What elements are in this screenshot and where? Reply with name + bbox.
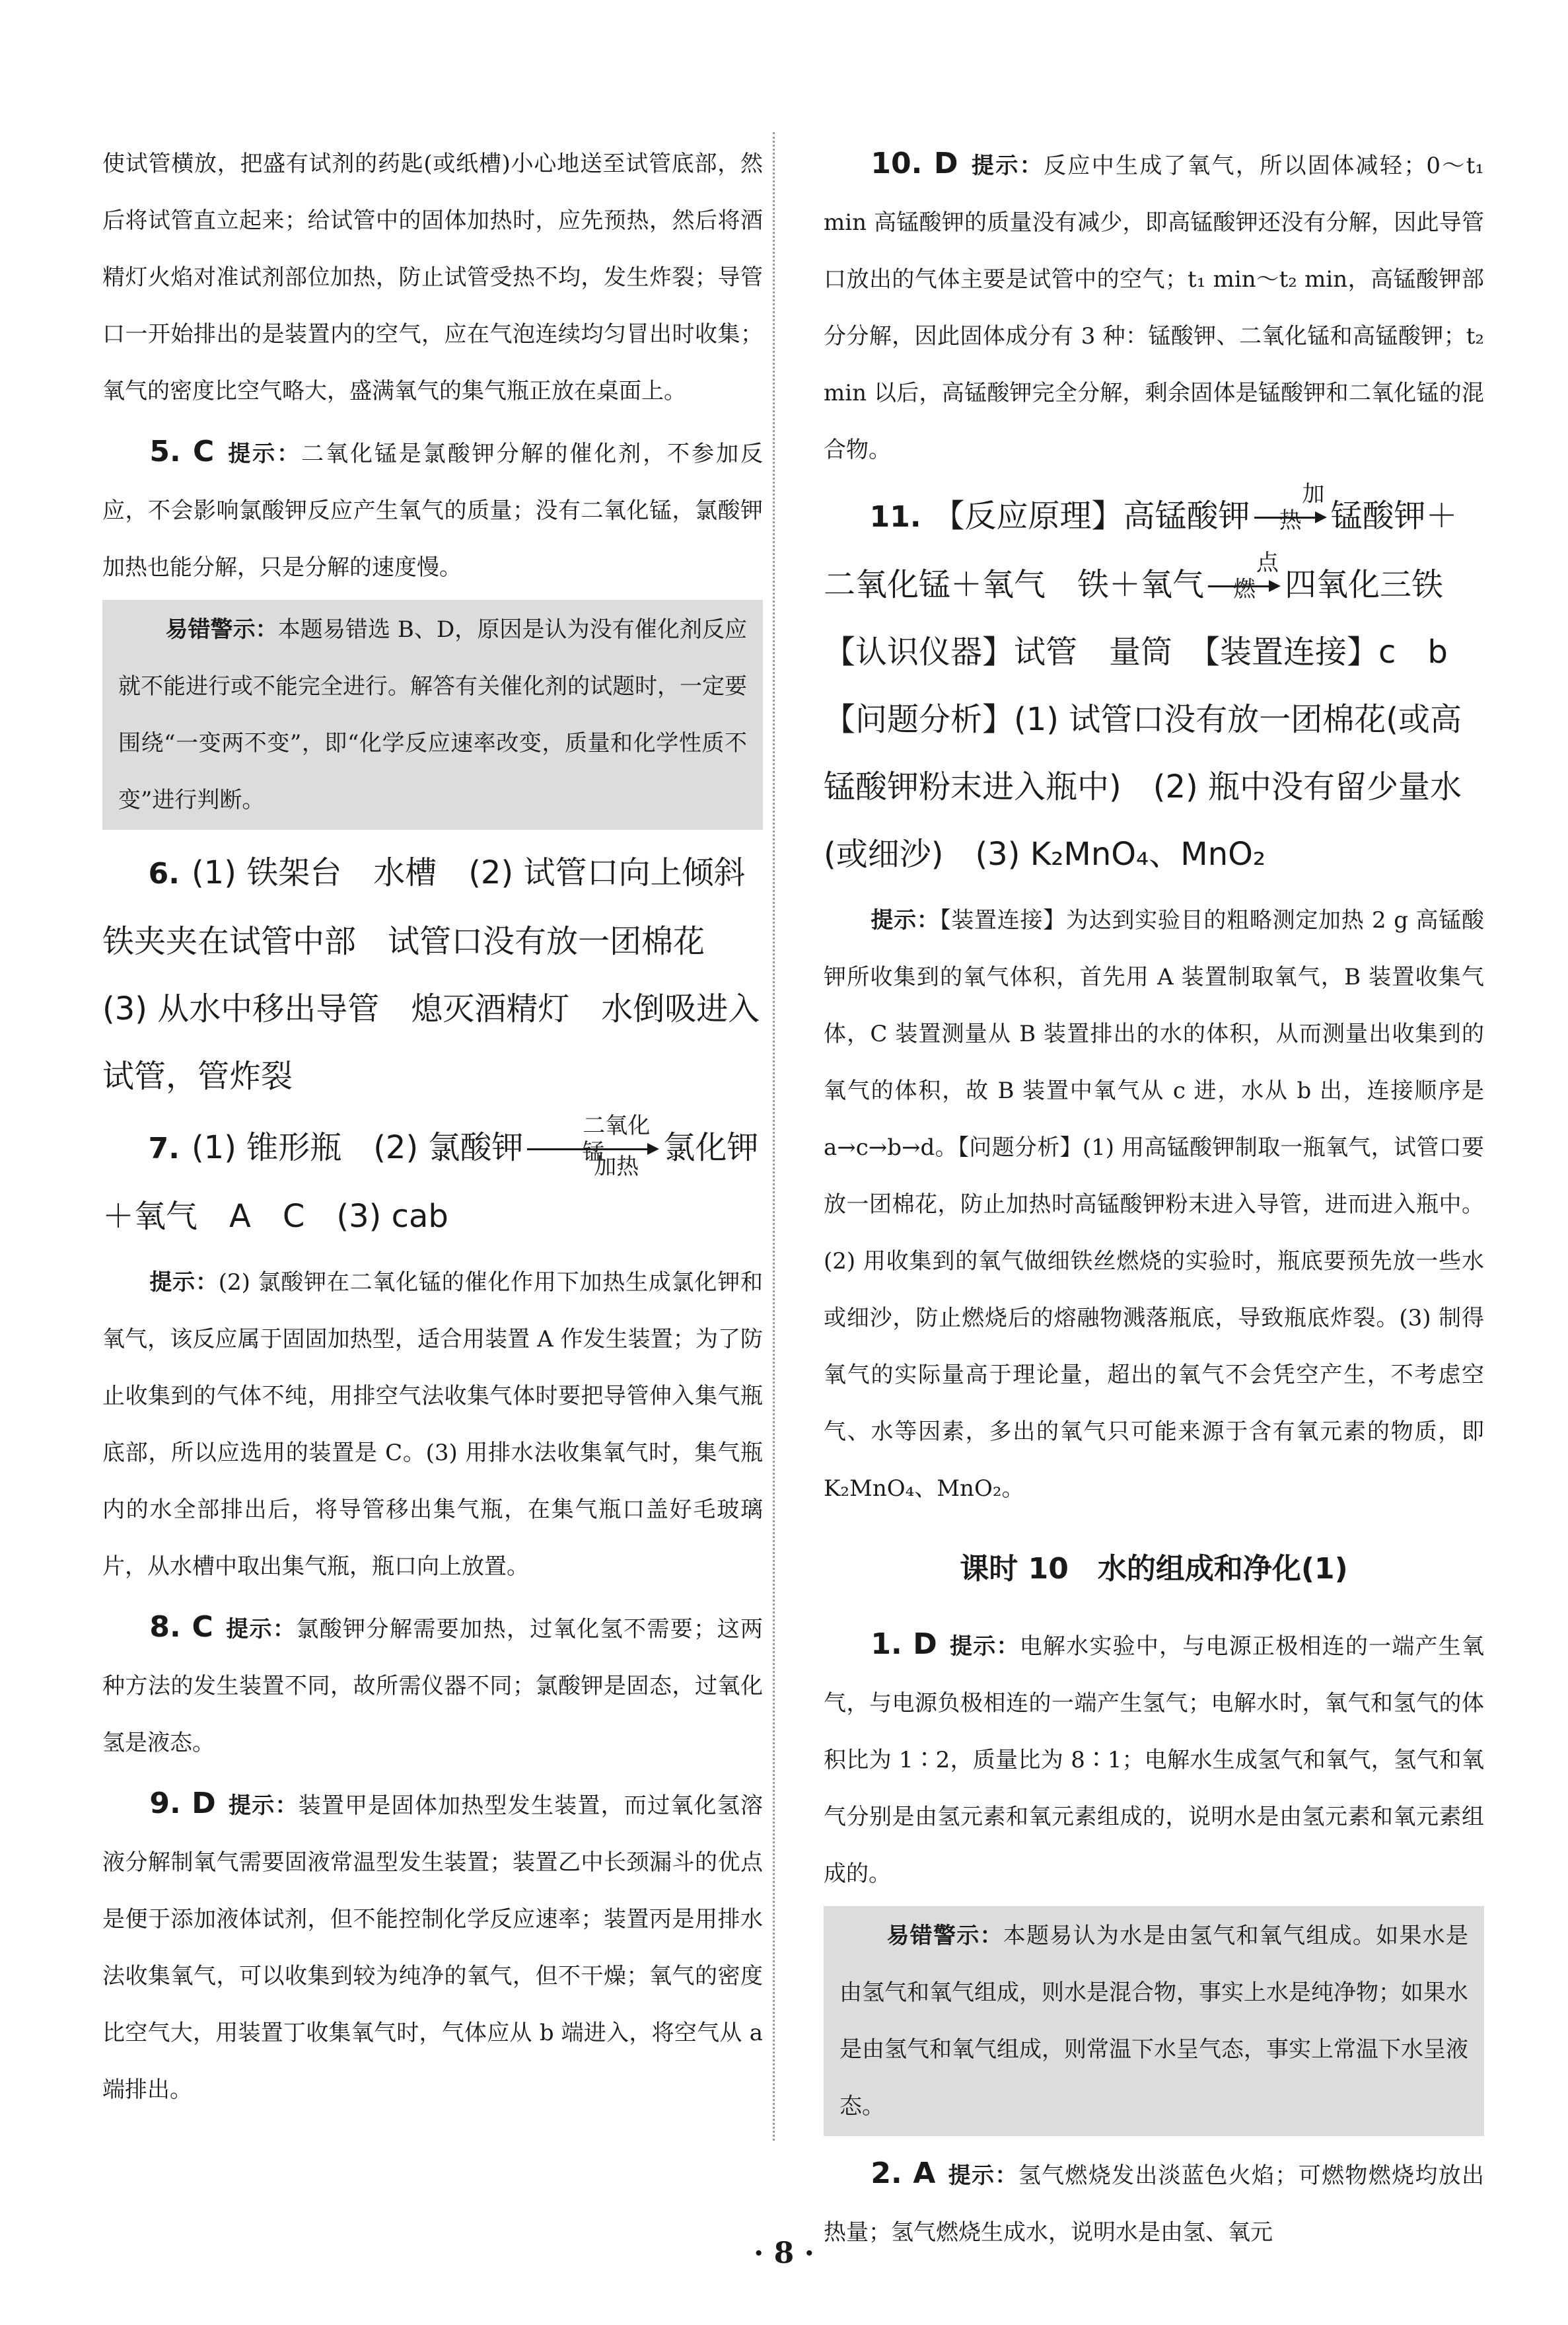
- continued-paragraph: 使试管横放，把盛有试剂的药匙(或纸槽)小心地送至试管底部，然后将试管直立起来；给试管中的固体加热时，应先预热，然后将酒精灯火焰对准试剂部位加热，防止试管受热不均，发生炸裂；导管口一开始排出的是装置内的空气，应在气泡连续均匀冒出时收集；氧气的密度比空气略大，盛满氧气的集气瓶正放在桌面上。: [102, 151, 763, 404]
- warning-text: 本题易认为水是由氢气和氧气组成。如果水是由氢气和氧气组成，则水是混合物，事实上水是纯净物；如果水是由氢气和氧气组成，则常温下水呈气态，事实上常温下水呈液态。: [839, 1923, 1469, 2120]
- answer-10-number: 10. D: [871, 147, 958, 180]
- reaction-arrow: [1254, 481, 1327, 538]
- answer-6-text: (1) 铁架台 水槽 (2) 试管口向上倾斜 铁夹夹在试管中部 试管口没有放一团棉花 (3) 从水中移出导管 熄灭酒精灯 水倒吸进入试管，管炸裂: [102, 854, 777, 1095]
- arrow-icon: [1269, 580, 1281, 592]
- warning-label: 易错警示：: [165, 616, 278, 643]
- hint-label: 提示：: [226, 441, 302, 467]
- hint-label: 提示：: [947, 2162, 1018, 2189]
- answer-7-number: 7.: [148, 1132, 180, 1165]
- reaction-arrow: [1208, 550, 1281, 607]
- column-divider: [773, 132, 775, 2141]
- hint-label: 提示：: [149, 1269, 219, 1296]
- answer-10: 10. D 提示：反应中生成了氧气，所以固体减轻；0～t₁ min 高锰酸钾的质量没有减少，即高锰酸钾还没有分解，因此导管口放出的气体主要是试管中的空气；t₁ min～t₂ min，高锰酸钾部分分解，因此固体成分有 3 种：锰酸钾、二氧化锰和高锰酸钾；t₂ min 以后，高锰酸钾完全分解，剩余固体是锰酸钾和二氧化锰的混合物。: [824, 147, 1484, 463]
- answer-7: [102, 1114, 763, 1250]
- answer-7-hint: 提示：(2) 氯酸钾在二氧化锰的催化作用下加热生成氯化钾和氧气，该反应属于固固加热型，适合用装置 A 作发生装置；为了防止收集到的气体不纯，用排空气法收集气体时要把导管伸入集气瓶底部，所以应选用的装置是 C。(3) 用排水法收集氧气时，集气瓶内的水全部排出后，将导管移出集气瓶，在集气瓶口盖好毛玻璃片，从水槽中取出集气瓶，瓶口向上放置。: [102, 1269, 764, 1580]
- arrow-icon: [1315, 511, 1327, 523]
- right-column: [824, 135, 1484, 2265]
- answer-5-hint: 二氧化锰是氯酸钾分解的催化剂，不参加反应，不会影响氯酸钾反应产生氧气的质量；没有二氧化锰，氯酸钾加热也能分解，只是分解的速度慢。: [102, 441, 764, 581]
- answer-7-post: 氯化钾＋氧气 A C (3) cab: [102, 1129, 759, 1235]
- answer-7-pre: (1) 锥形瓶 (2) 氯酸钾: [191, 1129, 524, 1166]
- answer-6: [102, 839, 777, 1110]
- lesson-answer-2-number: 2. A: [871, 2157, 936, 2190]
- answer-9: 9. D 提示：装置甲是固体加热型发生装置，而过氧化氢溶液分解制氧气需要固液常温型发生装置；装置乙中长颈漏斗的优点是便于添加液体试剂，但不能控制化学反应速率；装置丙是用排水法收集氧气，可以收集到较为纯净的氧气，但不干燥；氧气的密度比空气大，用装置丁收集氧气时，气体应从 b 端进入，将空气从 a 端排出。: [102, 1787, 764, 2103]
- answer-5: [102, 424, 763, 596]
- hint-label: 提示：: [871, 907, 940, 934]
- answer-8: 8. C 提示：氯酸钾分解需要加热，过氧化氢不需要；这两种方法的发生装置不同，故所需仪器不同；氯酸钾是固态，过氧化氢是液态。: [102, 1610, 763, 1756]
- answer-8-number: 8. C: [149, 1610, 213, 1644]
- lesson-answer-1-number: 1. D: [871, 1627, 937, 1661]
- reaction-condition-heat: 加热: [1279, 481, 1325, 534]
- hint-label: 提示：: [225, 1616, 297, 1642]
- answer-11: 11. 【反应原理】高锰酸钾 加热 锰酸钾＋二氧化锰＋氧气 铁＋氧气 点燃 四氧化三铁 【认识仪器】试管 量筒 【装置连接】c b 【问题分析】(1) 试管口没有放一团棉花(或高锰酸钾粉末进入瓶中) (2) 瓶中没有留少量水(或细沙) (3) K₂MnO₄、MnO₂: [824, 481, 1479, 873]
- warning-label: 易错警示：: [886, 1923, 1003, 1949]
- answer-5-number: 5. C: [149, 435, 215, 468]
- hint-label: 提示：: [970, 153, 1044, 179]
- answer-11-number: 11.: [869, 500, 921, 534]
- reaction-condition-heat: 加热: [594, 1154, 639, 1180]
- error-warning-box: [102, 600, 763, 830]
- hint-label: 提示：: [227, 1792, 299, 1819]
- reaction-condition-catalyst: 二氧化锰: [582, 1113, 651, 1165]
- answer-6-number: 6.: [148, 857, 180, 891]
- left-column: [102, 135, 777, 2122]
- answer-9-number: 9. D: [149, 1787, 216, 1820]
- hint-label: 提示：: [948, 1633, 1020, 1660]
- lesson-title: 课时 10 水的组成和净化(1): [960, 1552, 1348, 1586]
- warning-text: 本题易错选 B、D，原因是认为没有催化剂反应就不能进行或不能完全进行。解答有关催化剂的试题时，一定要围绕“一变两不变”，即“化学反应速率改变，质量和化学性质不变”进行判断。: [118, 616, 748, 813]
- lesson-answer-1: 1. D 提示：电解水实验中，与电源正极相连的一端产生氧气，与电源负极相连的一端产生氢气；电解水时，氧气和氢气的体积比为 1∶2，质量比为 8∶1；电解水生成氢气和氧气，氢气和氧气分别是由氢元素和氧元素组成的，说明水是由氢元素和氧元素组成的。: [824, 1627, 1485, 1887]
- lesson-answer-2: 2. A 提示：氢气燃烧发出淡蓝色火焰；可燃物燃烧均放出热量；氢气燃烧生成水，说明水是由氢、氧元: [824, 2157, 1485, 2246]
- reaction-condition-ignite: 点燃: [1233, 550, 1279, 603]
- reaction-arrow: [527, 1113, 659, 1180]
- page-number: · 8 ·: [754, 2236, 814, 2270]
- error-warning-box: [824, 1906, 1484, 2136]
- answer-11-hint: 提示：【装置连接】为达到实验目的粗略测定加热 2 g 高锰酸钾所收集到的氧气体积，首先用 A 装置制取氧气，B 装置收集气体，C 装置测量从 B 装置排出的水的体积，从而测量出收集到的氧气的体积，故 B 装置中氧气从 c 进，水从 b 出，连接顺序是 a→c→b→d。【问题分析】(1) 用高锰酸钾制取一瓶氧气，试管口要放一团棉花，防止加热时高锰酸钾粉末进入导管，进而进入瓶中。(2) 用收集到的氧气做细铁丝燃烧的实验时，瓶底要预先放一些水或细沙，防止燃烧后的熔融物溅落瓶底，导致瓶底炸裂。(3) 制得氧气的实际量高于理论量，超出的氧气不会凭空产生，不考虑空气、水等因素，多出的氧气只可能来源于含有氧元素的物质，即 K₂MnO₄、MnO₂。: [824, 907, 1484, 1502]
